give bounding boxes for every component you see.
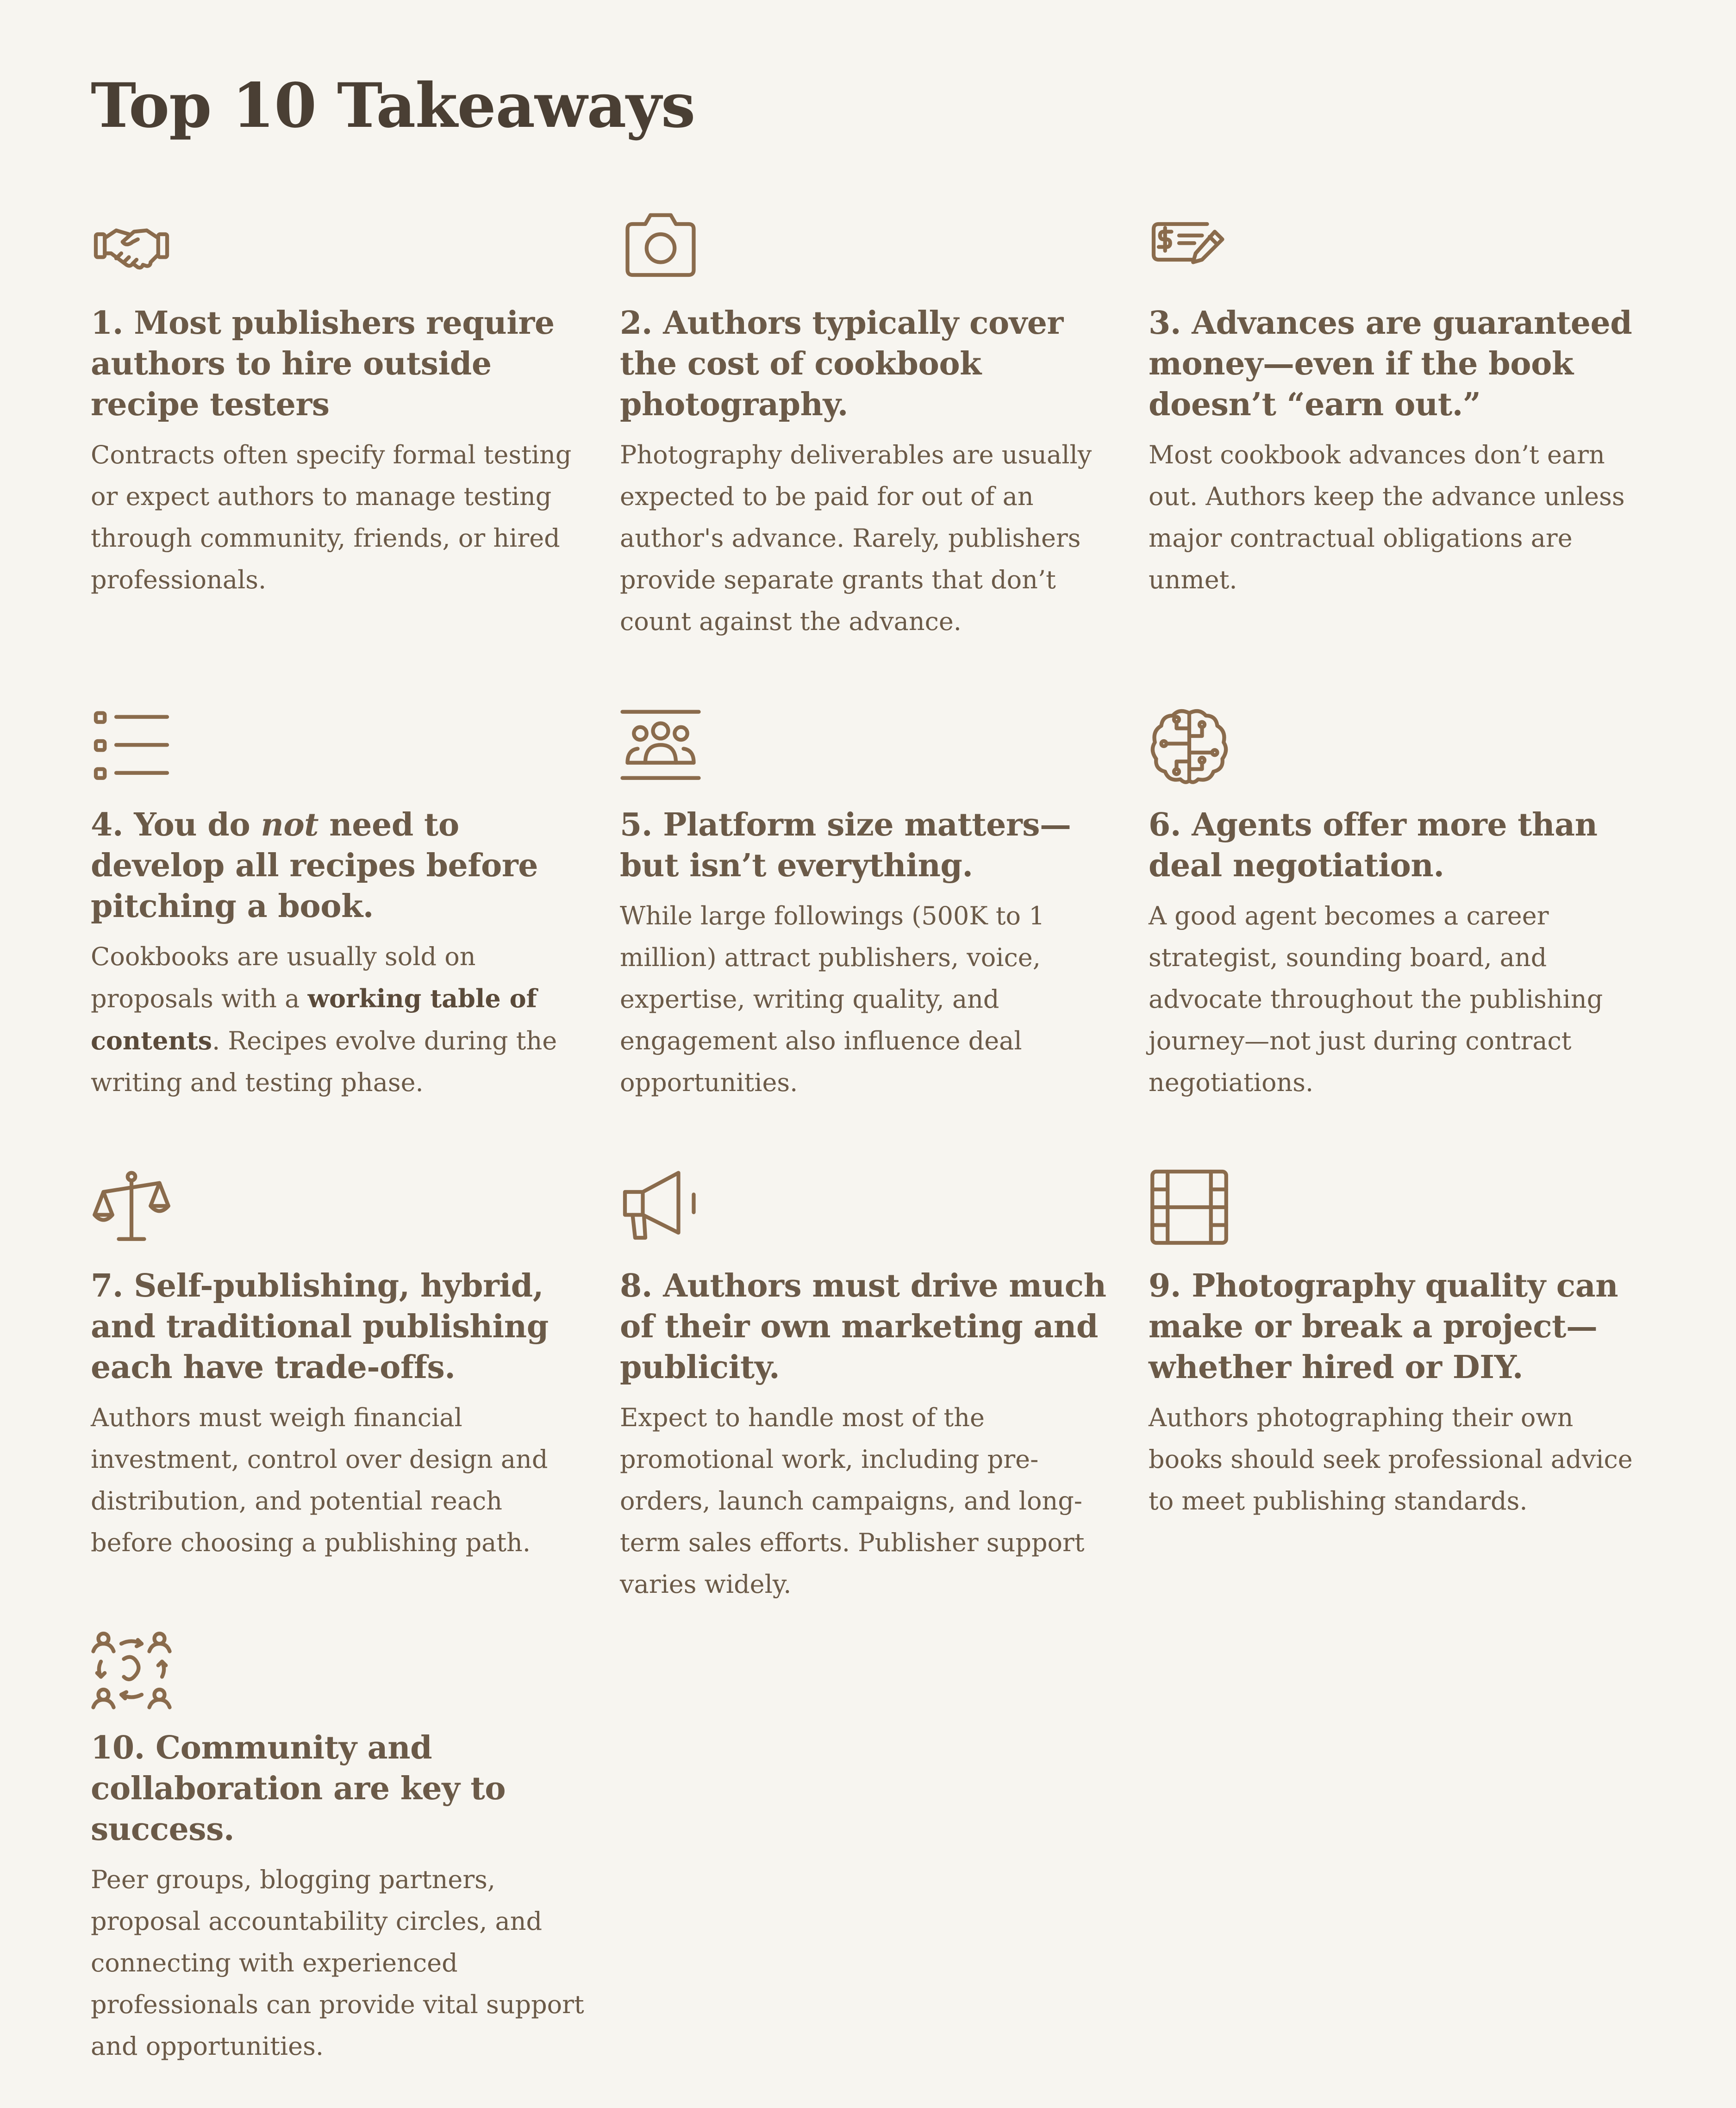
handshake-icon <box>91 204 172 285</box>
takeaway-body: Expect to handle most of the promotional work, including pre-orders, launch campaigns, and long-term sales efforts. Publisher support varies widely. <box>620 1403 1085 1599</box>
takeaway-card <box>91 1628 591 2067</box>
takeaway-heading: 10. Community and collaboration are key to success. <box>91 1729 506 1848</box>
takeaway-card <box>620 204 1120 642</box>
takeaway-card <box>1149 1166 1649 1522</box>
takeaway-heading: 6. Agents offer more than deal negotiation. <box>1149 806 1598 884</box>
takeaway-body: Contracts often specify formal testing or expect authors to manage testing through community, friends, or hired professionals. <box>91 440 572 594</box>
takeaway-body: While large followings (500K to 1 million) attract publishers, voice, expertise, writing quality, and engagement also influence deal opportunities. <box>620 901 1045 1097</box>
takeaway-heading: 9. Photography quality can make or break a project—whether hired or DIY. <box>1149 1267 1618 1386</box>
camera-icon <box>620 204 701 285</box>
takeaway-body: Most cookbook advances don’t earn out. Authors keep the advance unless major contractual obligations are unmet. <box>1149 440 1625 594</box>
brain-icon <box>1149 705 1230 787</box>
takeaway-body: Authors must weigh financial investment, control over design and distribution, and potential reach before choosing a publishing path. <box>91 1403 548 1557</box>
takeaway-card <box>620 1166 1120 1605</box>
film-icon <box>1149 1166 1230 1248</box>
takeaway-card <box>1149 204 1649 601</box>
takeaway-card <box>1149 705 1649 1104</box>
list-icon <box>91 705 172 787</box>
page-title: Top 10 Takeaways <box>91 70 695 142</box>
megaphone-icon <box>620 1166 701 1248</box>
takeaway-heading: 8. Authors must drive much of their own marketing and publicity. <box>620 1267 1106 1386</box>
takeaway-body: Cookbooks are usually sold on proposals with a working table of contents. Recipes evolve during the writing and testing phase. <box>91 942 557 1097</box>
takeaway-card <box>91 204 591 601</box>
takeaway-heading: 2. Authors typically cover the cost of cookbook photography. <box>620 305 1063 423</box>
takeaway-body: A good agent becomes a career strategist, sounding board, and advocate throughout the publishing journey—not just during contract negotiations. <box>1149 901 1603 1097</box>
takeaway-heading: 7. Self-publishing, hybrid, and traditional publishing each have trade-offs. <box>91 1267 549 1386</box>
collaboration-icon <box>91 1628 172 1710</box>
takeaway-heading: 5. Platform size matters—but isn’t everything. <box>620 806 1071 884</box>
takeaway-heading: 3. Advances are guaranteed money—even if the book doesn’t “earn out.” <box>1149 305 1632 423</box>
cheque-signing-icon <box>1149 204 1230 285</box>
takeaway-body: Peer groups, blogging partners, proposal accountability circles, and connecting with experienced professionals can provide vital support and opportunities. <box>91 1865 584 2061</box>
takeaway-heading: 4. You do not need to develop all recipes before pitching a book. <box>91 806 538 925</box>
scale-icon <box>91 1166 172 1248</box>
takeaway-body: Photography deliverables are usually expected to be paid for out of an author's advance. Rarely, publishers provide separate grants that don’t count against the advance. <box>620 440 1092 636</box>
audience-icon <box>620 705 701 787</box>
takeaway-heading: 1. Most publishers require authors to hire outside recipe testers <box>91 305 555 423</box>
takeaway-card <box>91 705 591 1104</box>
takeaway-card <box>91 1166 591 1564</box>
takeaway-card <box>620 705 1120 1104</box>
takeaway-body: Authors photographing their own books should seek professional advice to meet publishing standards. <box>1149 1403 1633 1516</box>
